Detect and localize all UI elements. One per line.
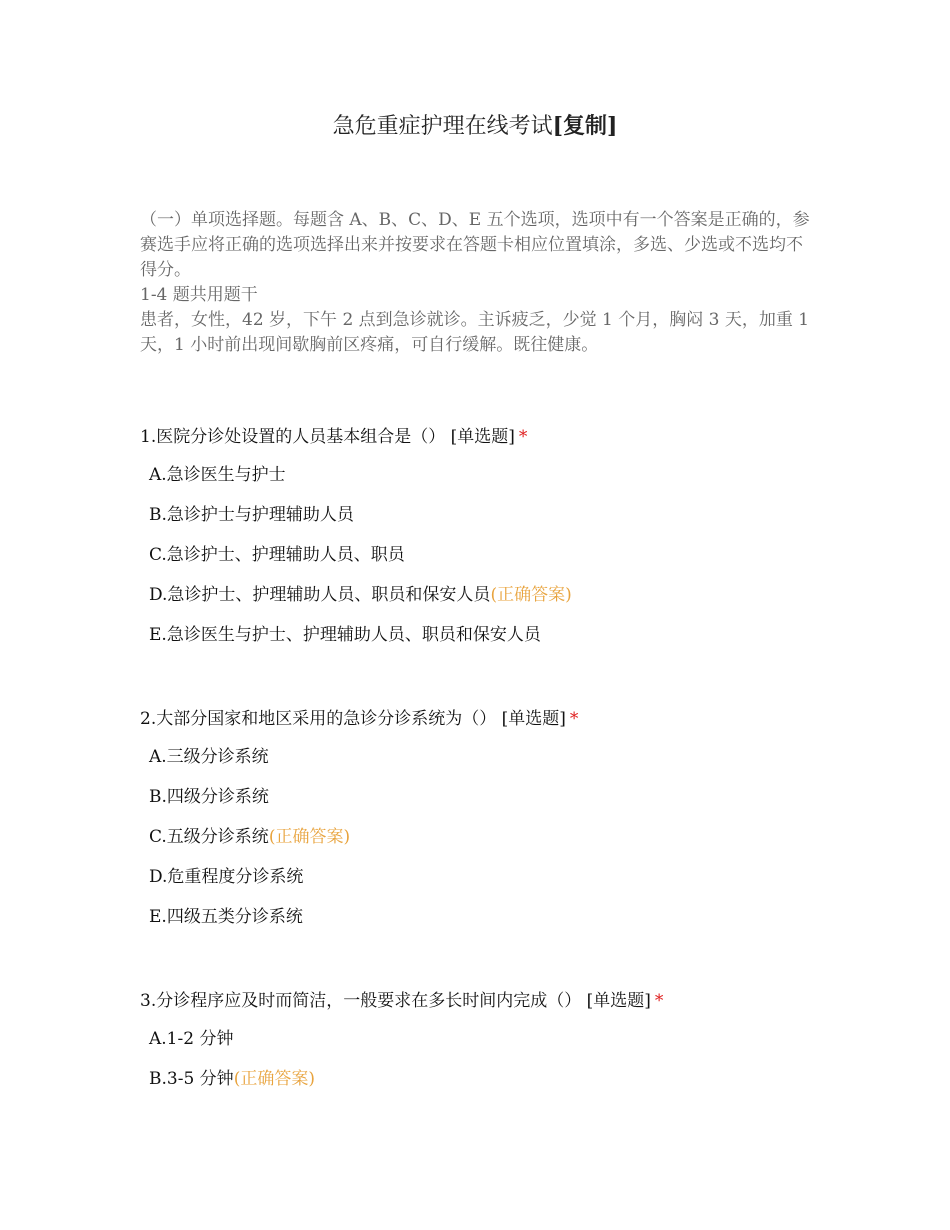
option-b[interactable]	[140, 784, 840, 824]
question-1	[140, 424, 840, 662]
correct-answer-label: (正确答案)	[233, 1069, 315, 1089]
option-c[interactable]	[140, 824, 840, 864]
question-title	[140, 424, 840, 450]
option-a[interactable]	[140, 1026, 840, 1066]
question-2	[140, 706, 840, 944]
question-text: 1.医院分诊处设置的人员基本组合是（） [单选题]	[140, 427, 515, 447]
option-text: A.1-2 分钟	[149, 1029, 234, 1049]
instructions-paragraph: （一）单项选择题。每题含 A、B、C、D、E 五个选项，选项中有一个答案是正确的，参赛选手应将正确的选项选择出来并按要求在答题卡相应位置填涂，多选、少选或不选均不得分。	[140, 210, 810, 280]
option-e[interactable]	[140, 622, 840, 662]
case-description: 患者，女性，42 岁，下午 2 点到急诊就诊。主诉疲乏，少觉 1 个月，胸闷 3 天，加重 1 天，1 小时前出现间歇胸前区疼痛，可自行缓解。既往健康。	[140, 310, 810, 355]
shared-stem-label: 1-4 题共用题干	[140, 285, 258, 305]
question-text: 3.分诊程序应及时而简洁，一般要求在多长时间内完成（） [单选题]	[140, 991, 651, 1011]
option-d[interactable]	[140, 582, 840, 622]
option-text: D.危重程度分诊系统	[149, 867, 304, 887]
option-text: B.四级分诊系统	[149, 787, 269, 807]
question-text: 2.大部分国家和地区采用的急诊分诊系统为（） [单选题]	[140, 709, 566, 729]
option-text: D.急诊护士、护理辅助人员、职员和保安人员	[149, 585, 491, 605]
required-mark: *	[518, 427, 528, 447]
option-text: E.四级五类分诊系统	[149, 907, 303, 927]
option-b[interactable]	[140, 1066, 840, 1106]
option-a[interactable]	[140, 462, 840, 502]
option-text: C.五级分诊系统	[149, 827, 269, 847]
correct-answer-label: (正确答案)	[490, 585, 572, 605]
required-mark: *	[569, 709, 579, 729]
option-text: B.3-5 分钟	[149, 1069, 234, 1089]
option-text: C.急诊护士、护理辅助人员、职员	[149, 545, 405, 565]
question-3	[140, 988, 840, 1106]
page-title	[0, 110, 950, 143]
option-text: B.急诊护士与护理辅助人员	[149, 505, 354, 525]
option-text: E.急诊医生与护士、护理辅助人员、职员和保安人员	[149, 625, 541, 645]
option-text: A.三级分诊系统	[149, 747, 269, 767]
correct-answer-label: (正确答案)	[268, 827, 351, 847]
option-b[interactable]	[140, 502, 840, 542]
option-text: A.急诊医生与护士	[149, 465, 286, 485]
question-title	[140, 706, 840, 732]
option-c[interactable]	[140, 542, 840, 582]
option-a[interactable]	[140, 744, 840, 784]
question-title	[140, 988, 840, 1014]
exam-instructions	[140, 208, 812, 358]
page-title-main: 急危重症护理在线考试	[332, 114, 553, 139]
option-e[interactable]	[140, 904, 840, 944]
required-mark: *	[654, 991, 664, 1011]
option-d[interactable]	[140, 864, 840, 904]
page-title-suffix: [复制]	[552, 113, 618, 139]
